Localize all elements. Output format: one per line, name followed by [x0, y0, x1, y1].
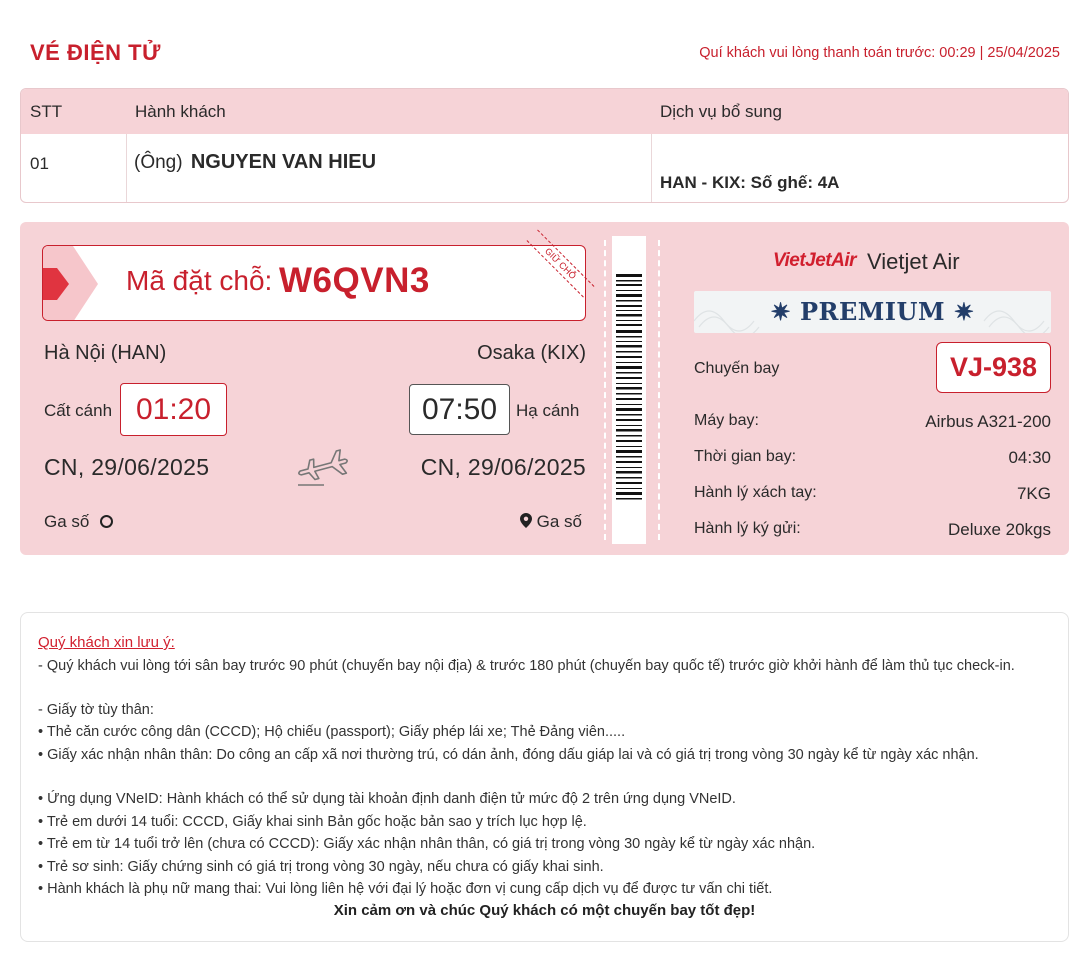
- aircraft-value: Airbus A321-200: [925, 412, 1051, 431]
- note-line: • Trẻ sơ sinh: Giấy chứng sinh có giá trị trong vòng 30 ngày, nếu chưa có giấy khai sinh.: [38, 859, 604, 875]
- arrival-date: CN, 29/06/2025: [420, 454, 586, 480]
- barcode-stub: [612, 236, 646, 544]
- arrival-label: Hạ cánh: [516, 401, 580, 420]
- destination-city: Osaka (KIX): [477, 342, 586, 364]
- flight-number: VJ-938: [949, 352, 1038, 382]
- arrival-time: 07:50: [409, 384, 510, 435]
- duration-label: Thời gian bay:: [694, 448, 797, 465]
- circle-icon: [100, 515, 113, 528]
- payment-deadline: Quí khách vui lòng thanh toán trước: 00:29 | 25/04/2025: [699, 45, 1060, 61]
- table-divider: [651, 134, 652, 202]
- arrow-decoration-icon: [43, 246, 123, 321]
- passenger-table: [20, 88, 1069, 203]
- thank-you-message: Xin cảm ơn và chúc Quý khách có một chuyến bay tốt đẹp!: [333, 902, 756, 919]
- column-header-services: Dịch vụ bổ sung: [660, 102, 782, 121]
- note-line: • Hành khách là phụ nữ mang thai: Vui lòng liên hệ với đại lý hoặc đơn vị cung cấp dịch vụ để được tư vấn chi tiết.: [38, 881, 773, 897]
- flight-label: Chuyến bay: [694, 360, 780, 377]
- note-line: - Giấy tờ tùy thân:: [38, 702, 154, 718]
- perforation-line: [604, 240, 606, 540]
- table-divider: [126, 134, 127, 202]
- passenger-title: (Ông): [134, 152, 183, 173]
- column-header-stt: STT: [30, 102, 63, 121]
- notes-title: Quý khách xin lưu ý:: [38, 634, 175, 651]
- hold-stamp-text: GIỮ CHỖ: [527, 230, 595, 298]
- airline-name: Vietjet Air: [867, 249, 960, 274]
- vietjet-logo: VietJetAir: [773, 250, 856, 271]
- note-line: • Thẻ căn cước công dân (CCCD); Hộ chiếu (passport); Giấy phép lái xe; Thẻ Đảng viên.....: [38, 724, 626, 740]
- seat-service: HAN - KIX: Số ghế: 4A: [660, 173, 840, 192]
- note-line: - Quý khách vui lòng tới sân bay trước 90 phút (chuyến bay nội địa) & trước 180 phút (chuyến bay quốc tế) trước giờ khởi hành để làm thủ tục check-in.: [38, 658, 1015, 674]
- column-header-passenger: Hành khách: [135, 102, 226, 121]
- departure-label: Cất cánh: [44, 401, 113, 420]
- barcode: [612, 236, 646, 544]
- note-line: • Trẻ em từ 14 tuổi trở lên (chưa có CCCD): Giấy xác nhận nhân thân, có giá trị trong vòng 30 ngày kể từ ngày xác nhận.: [38, 836, 816, 852]
- carry-on-value: 7KG: [1016, 484, 1051, 503]
- note-line: • Trẻ em dưới 14 tuổi: CCCD, Giấy khai sinh Bản gốc hoặc bản sao y trích lục hợp lệ.: [38, 814, 587, 830]
- perforation-line: [658, 240, 660, 540]
- aircraft-label: Máy bay:: [694, 412, 759, 429]
- departure-date: CN, 29/06/2025: [44, 454, 210, 480]
- duration-value: 04:30: [1008, 448, 1051, 467]
- note-line: • Ứng dụng VNeID: Hành khách có thể sử dụng tài khoản định danh điện tử mức độ 2 trên ứng dụng VNeID.: [38, 791, 736, 807]
- location-pin-icon: [520, 513, 532, 528]
- carry-on-label: Hành lý xách tay:: [694, 484, 817, 501]
- fare-class: ✷ PREMIUM ✷: [770, 297, 975, 326]
- passenger-stt: 01: [30, 154, 49, 173]
- airplane-icon: [294, 443, 352, 489]
- departure-time: 01:20: [120, 383, 227, 436]
- checked-baggage-value: Deluxe 20kgs: [947, 520, 1051, 539]
- note-line: • Giấy xác nhận nhân thân: Do công an cấp xã nơi thường trú, có dán ảnh, đóng dấu giáp lai và có giá trị trong vòng 30 ngày kể từ ngày xác nhận.: [38, 747, 979, 763]
- passenger-name: NGUYEN VAN HIEU: [190, 151, 377, 173]
- origin-city: Hà Nội (HAN): [44, 342, 167, 364]
- departure-gate-label: Ga số: [44, 512, 90, 531]
- checked-baggage-label: Hành lý ký gửi:: [694, 520, 801, 537]
- booking-code: W6QVN3: [279, 261, 430, 300]
- arrival-gate-label: Ga số: [536, 512, 582, 531]
- booking-code-label: Mã đặt chỗ:: [126, 265, 273, 296]
- ticket-title: VÉ ĐIỆN TỬ: [30, 40, 161, 65]
